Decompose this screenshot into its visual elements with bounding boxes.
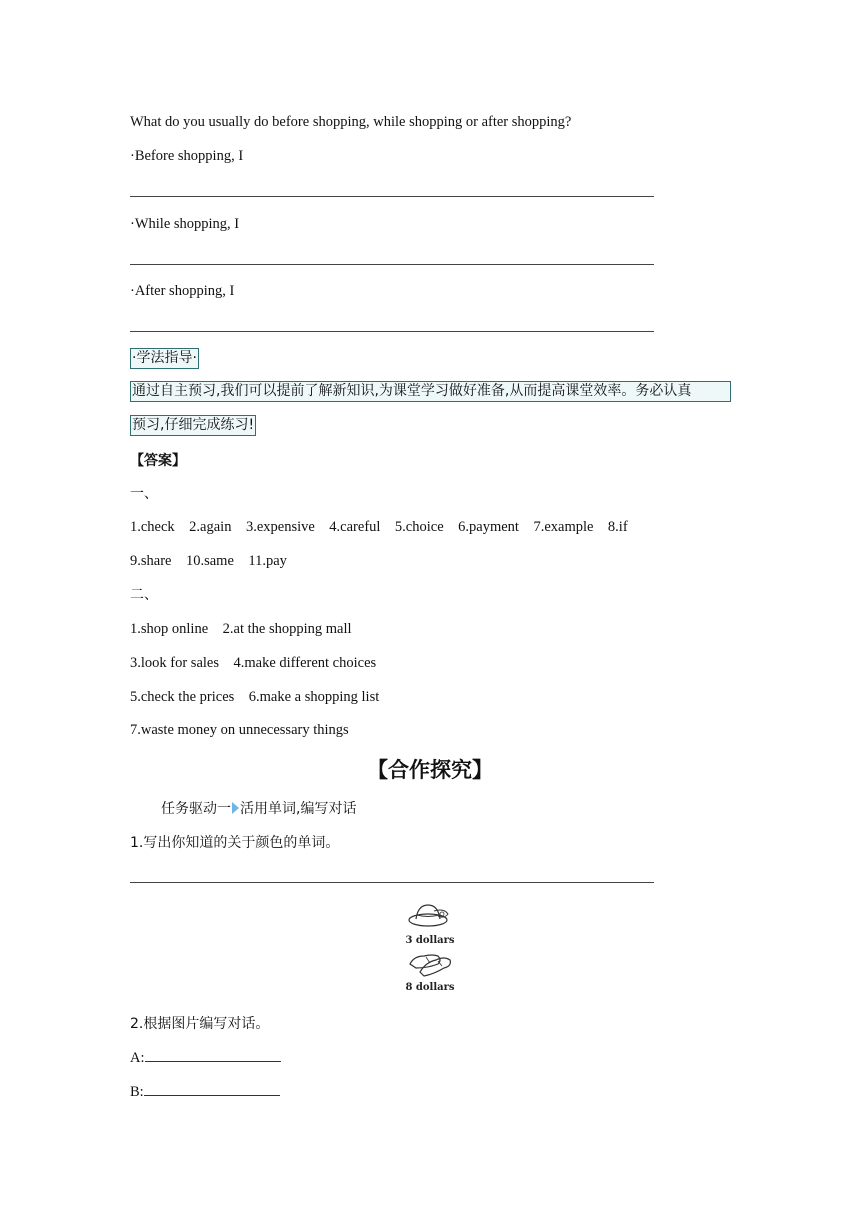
answers-part1-line2: 9.share 10.same 11.pay <box>130 553 287 569</box>
answers-part2-line: 5.check the prices 6.make a shopping list <box>130 689 380 705</box>
prompt-before: ·Before shopping, I <box>130 148 244 164</box>
section-heading: 【合作探究】 <box>367 758 493 782</box>
question-1: 1.写出你知道的关于颜色的单词。 <box>130 835 340 851</box>
dialog-line-b <box>130 1081 280 1102</box>
dialog-line-a <box>130 1047 281 1068</box>
prompt-while: ·While shopping, I <box>130 216 240 232</box>
study-guide-line1: 通过自主预习,我们可以提前了解新知识,为课堂学习做好准备,从而提高课堂效率。务必认真 <box>130 381 731 402</box>
price-label-hat: 3 dollars <box>405 935 455 946</box>
question-2: 2.根据图片编写对话。 <box>130 1016 270 1032</box>
answers-part2-label: 二、 <box>130 587 158 603</box>
study-guide-line2: 预习,仔细完成练习! <box>130 415 256 436</box>
triangle-arrow-icon <box>232 802 239 814</box>
answer-line-while <box>130 264 654 265</box>
prompt-after: ·After shopping, I <box>130 283 235 299</box>
task-label: 任务驱动一 <box>161 801 231 817</box>
price-label-shoes: 8 dollars <box>405 982 455 993</box>
dialog-blank-b[interactable] <box>144 1081 280 1096</box>
answers-part2-line: 7.waste money on unnecessary things <box>130 722 349 738</box>
dialog-blank-a[interactable] <box>145 1047 281 1062</box>
question-text: What do you usually do before shopping, while shopping or after shopping? <box>130 114 572 130</box>
task-description: 活用单词,编写对话 <box>240 801 357 817</box>
answer-line-after <box>130 331 654 332</box>
task-line <box>161 799 356 819</box>
answers-title: 【答案】 <box>130 453 186 469</box>
answer-line-colors <box>130 882 654 883</box>
answers-part1-line1: 1.check 2.again 3.expensive 4.careful 5.choice 6.payment 7.example 8.if <box>130 519 628 535</box>
answers-part1-label: 一、 <box>130 486 158 502</box>
answers-part2-line: 3.look for sales 4.make different choices <box>130 655 377 671</box>
speaker-b-label: B: <box>130 1084 144 1100</box>
price-figure <box>398 900 462 1000</box>
study-guide-title: ·学法指导· <box>130 348 199 369</box>
speaker-a-label: A: <box>130 1050 145 1066</box>
answer-line-before <box>130 196 654 197</box>
answers-part2-line: 1.shop online 2.at the shopping mall <box>130 621 352 637</box>
